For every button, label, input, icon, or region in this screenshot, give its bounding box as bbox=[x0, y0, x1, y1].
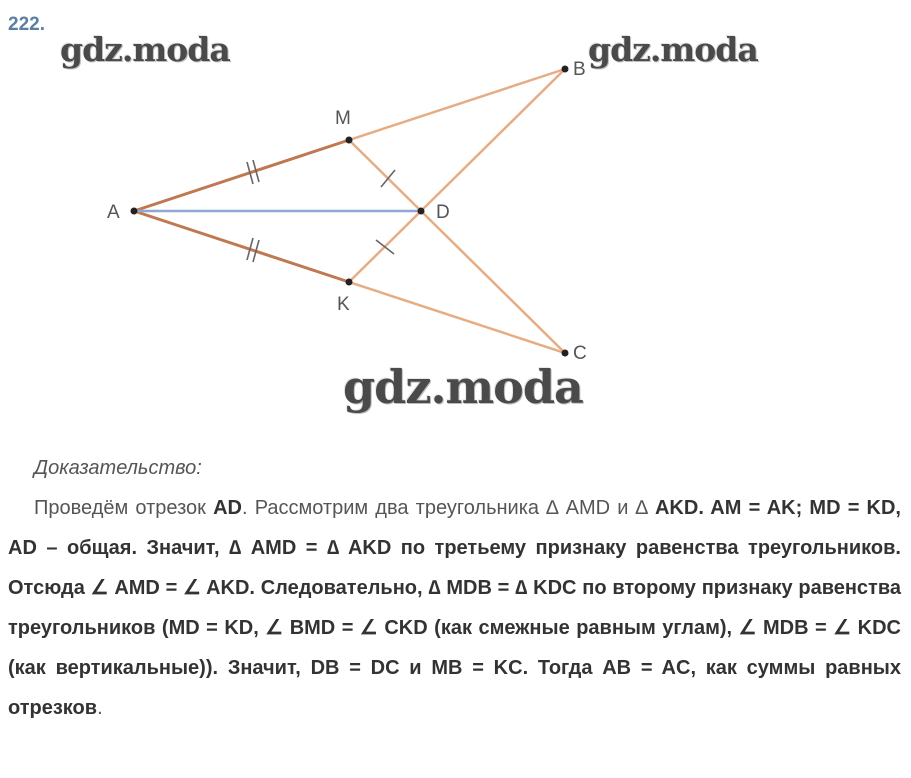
problem-number: 222. bbox=[8, 14, 45, 35]
watermark: gdz.moda bbox=[588, 30, 758, 69]
proof-text: . Рассмотрим два треугольника ∆ AMD и ∆ bbox=[241, 497, 655, 519]
watermark: gdz.moda bbox=[343, 360, 583, 414]
segment-dc bbox=[421, 211, 565, 353]
point-m bbox=[346, 137, 353, 144]
proof-text: AD bbox=[213, 497, 242, 519]
proof-text: Проведём отрезок bbox=[34, 497, 214, 519]
point-c bbox=[562, 350, 569, 357]
point-d bbox=[418, 208, 425, 215]
segment-md bbox=[349, 140, 421, 211]
point-k bbox=[346, 279, 353, 286]
proof-body bbox=[8, 488, 901, 728]
segment-mb bbox=[349, 69, 565, 140]
watermark: gdz.moda bbox=[60, 30, 230, 69]
segment-kc bbox=[349, 282, 565, 353]
label-k: K bbox=[337, 294, 350, 315]
segment-ak bbox=[134, 211, 349, 282]
label-m: M bbox=[335, 108, 351, 129]
label-a: A bbox=[107, 202, 120, 223]
proof-text: AKD. AM = AK; MD = KD, AD – общая. Значит, ∆ AMD = ∆ AKD по третьему признаку равенства треугольников. Отсюда ∠ AMD = ∠ AKD. Следовательно, ∆ MDB = ∆ KDC по второму признаку равенства треугольников (MD = KD, ∠ BMD = ∠ CKD (как смежные равным углам), ∠ MDB = ∠ KDC (как вертикальные)). Значит, DB = DC и MB = KC. Тогда AB = AC, как суммы равных отрезков bbox=[8, 497, 901, 719]
label-d: D bbox=[436, 202, 450, 223]
segment-am bbox=[134, 140, 349, 211]
proof bbox=[8, 448, 901, 728]
proof-text: . bbox=[97, 697, 103, 719]
label-c: C bbox=[573, 343, 587, 364]
point-a bbox=[131, 208, 138, 215]
proof-heading: Доказательство: bbox=[34, 457, 202, 479]
segment-bd bbox=[421, 69, 565, 211]
point-b bbox=[562, 66, 569, 73]
label-b: B bbox=[573, 59, 586, 80]
